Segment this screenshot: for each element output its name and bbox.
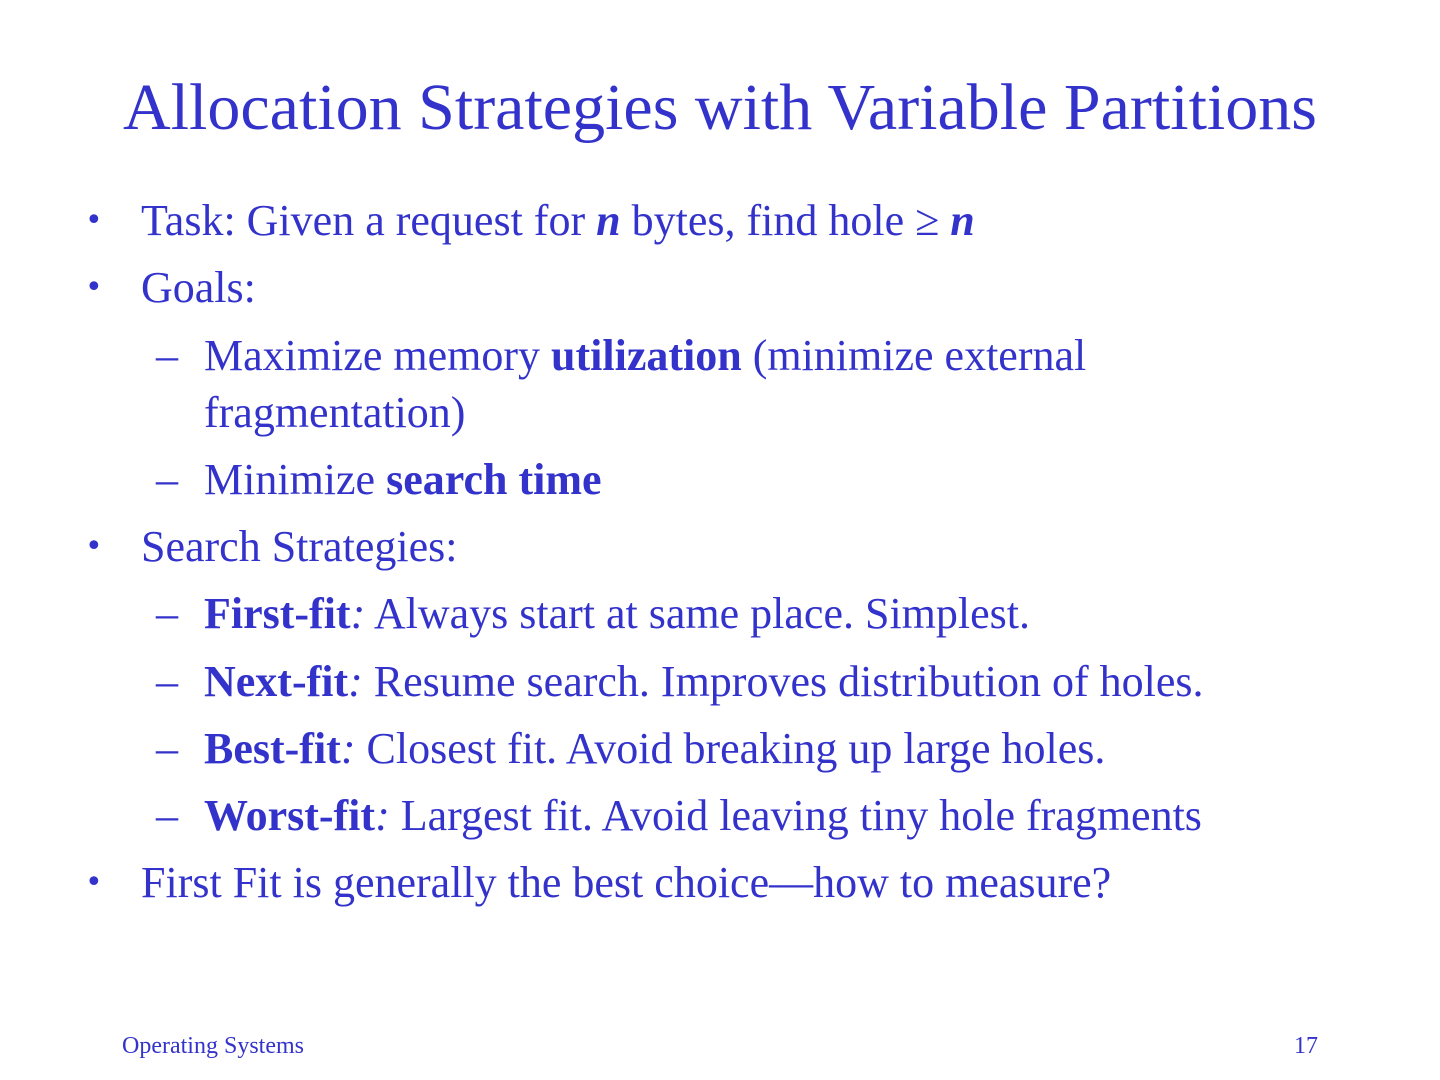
task-prefix: Task: Given a request for: [141, 196, 597, 245]
subbullet-next-fit: [156, 656, 1204, 708]
task-n-variable-2: n: [950, 196, 975, 245]
best-fit-colon: :: [340, 724, 356, 773]
strategies-label: Search Strategies:: [141, 522, 458, 571]
goals-label: Goals:: [141, 263, 256, 312]
next-fit-text: Resume search. Improves distribution of holes.: [362, 657, 1204, 706]
bullet-goals: [85, 262, 256, 314]
best-fit-text: Closest fit. Avoid breaking up large holes.: [355, 724, 1106, 773]
utilization-prefix: Maximize memory: [204, 331, 552, 380]
dash-marker: –: [156, 589, 178, 638]
search-time-bold: search time: [386, 455, 602, 504]
dash-marker: –: [156, 455, 178, 504]
worst-fit-colon: :: [375, 791, 390, 840]
conclusion-text: First Fit is generally the best choice—how to measure?: [141, 858, 1112, 907]
first-fit-text: Always start at same place. Simplest.: [365, 589, 1030, 638]
utilization-line2: fragmentation): [204, 388, 466, 437]
bullet-conclusion: [85, 857, 1112, 909]
subbullet-utilization-line2: [204, 387, 465, 439]
dash-marker: –: [156, 331, 178, 380]
subbullet-best-fit: [156, 723, 1106, 775]
subbullet-worst-fit: [156, 790, 1202, 842]
search-time-prefix: Minimize: [204, 455, 387, 504]
subbullet-search-time: [156, 454, 602, 506]
bullet-marker: •: [85, 865, 103, 900]
dash-marker: –: [156, 657, 178, 706]
next-fit-colon: :: [348, 657, 363, 706]
best-fit-name: Best-fit: [204, 724, 341, 773]
first-fit-colon: :: [350, 589, 366, 638]
bullet-task: [85, 195, 975, 247]
task-n-variable: n: [596, 196, 621, 245]
subbullet-utilization: [156, 330, 1087, 382]
bullet-marker: •: [85, 270, 103, 305]
next-fit-name: Next-fit: [204, 657, 349, 706]
utilization-bold: utilization: [551, 331, 742, 380]
first-fit-name: First-fit: [204, 589, 351, 638]
utilization-suffix: (minimize external: [741, 331, 1087, 380]
footer-page-number: 17: [1294, 1033, 1318, 1059]
bullet-strategies: [85, 521, 458, 573]
task-middle: bytes, find hole ≥: [620, 196, 951, 245]
dash-marker: –: [156, 724, 178, 773]
slide-title: Allocation Strategies with Variable Partitions: [123, 71, 1317, 144]
dash-marker: –: [156, 791, 178, 840]
subbullet-first-fit: [156, 588, 1030, 640]
worst-fit-name: Worst-fit: [204, 791, 376, 840]
bullet-marker: •: [85, 529, 103, 564]
bullet-marker: •: [85, 203, 103, 238]
footer-course: Operating Systems: [122, 1033, 304, 1059]
worst-fit-text: Largest fit. Avoid leaving tiny hole fragments: [389, 791, 1202, 840]
